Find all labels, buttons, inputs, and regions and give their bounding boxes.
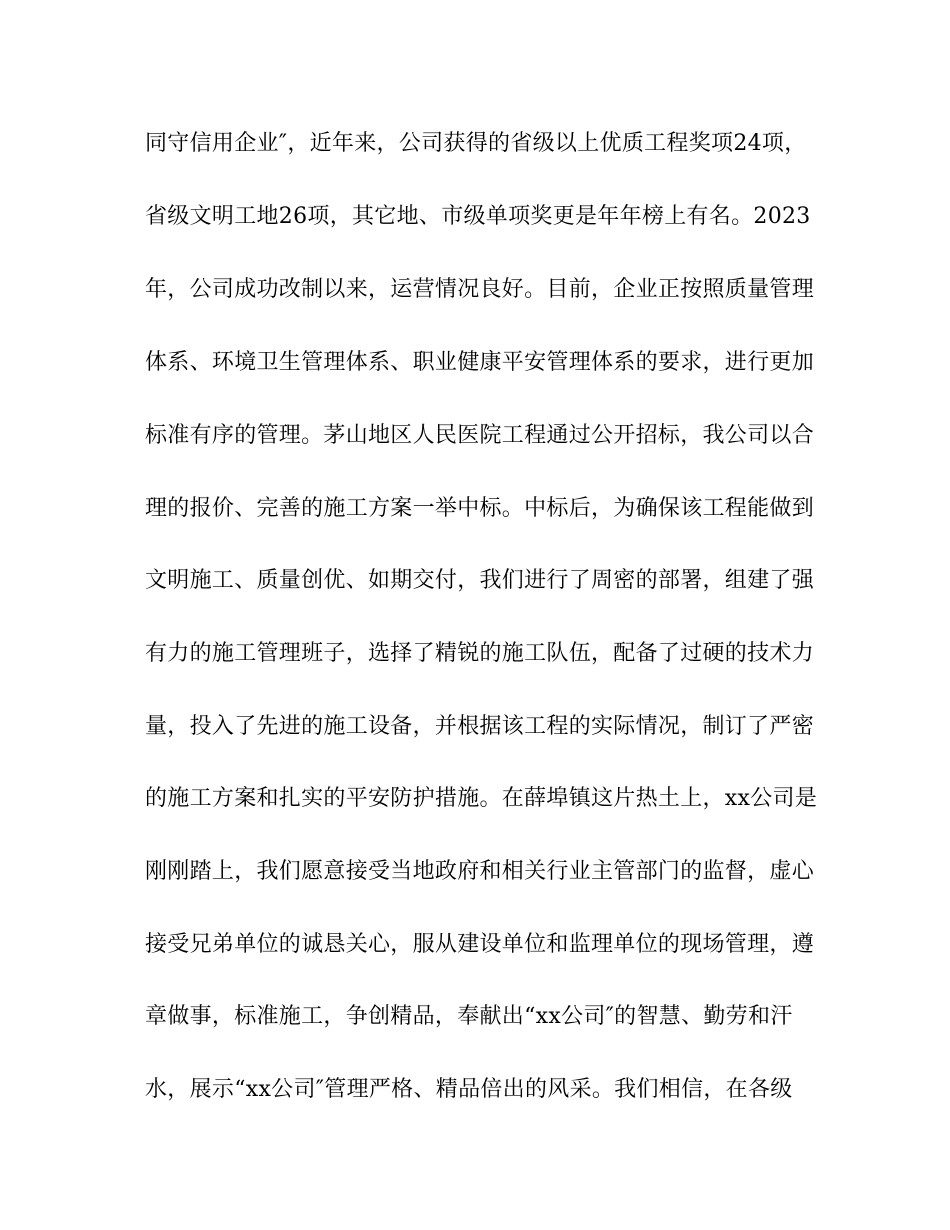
text-line: 省级文明工地26项，其它地、市级单项奖更是年年榜上有名。2023 — [145, 204, 811, 229]
text-line: 理的报价、完善的施工方案一举中标。中标后，为确保该工程能做到 — [145, 496, 815, 521]
text-line: 有力的施工管理班子，选择了精锐的施工队伍，配备了过硬的技术力 — [145, 641, 815, 666]
text-line: 水，展示“xx公司″管理严格、精品倍出的风采。我们相信，在各级 — [145, 1077, 793, 1102]
text-line: 的施工方案和扎实的平安防护措施。在薛埠镇这片热土上，xx公司是 — [145, 786, 818, 811]
text-line: 章做事，标准施工，争创精品，奉献出“xx公司″的智慧、勤劳和汗 — [145, 1004, 793, 1029]
text-line: 量，投入了先进的施工设备，并根据该工程的实际情况，制订了严密 — [145, 714, 815, 739]
text-line: 同守信用企业″，近年来，公司获得的省级以上优质工程奖项24项， — [145, 131, 807, 156]
text-line: 标准有序的管理。茅山地区人民医院工程通过公开招标，我公司以合 — [145, 423, 815, 448]
text-line: 年，公司成功改制以来，运营情况良好。目前，企业正按照质量管理 — [145, 277, 815, 302]
text-line: 体系、环境卫生管理体系、职业健康平安管理体系的要求，进行更加 — [145, 350, 815, 375]
text-line: 刚刚踏上，我们愿意接受当地政府和相关行业主管部门的监督，虚心 — [145, 859, 815, 884]
text-line: 文明施工、质量创优、如期交付，我们进行了周密的部署，组建了强 — [145, 568, 815, 593]
text-line: 接受兄弟单位的诚恳关心，服从建设单位和监理单位的现场管理，遵 — [145, 932, 815, 957]
